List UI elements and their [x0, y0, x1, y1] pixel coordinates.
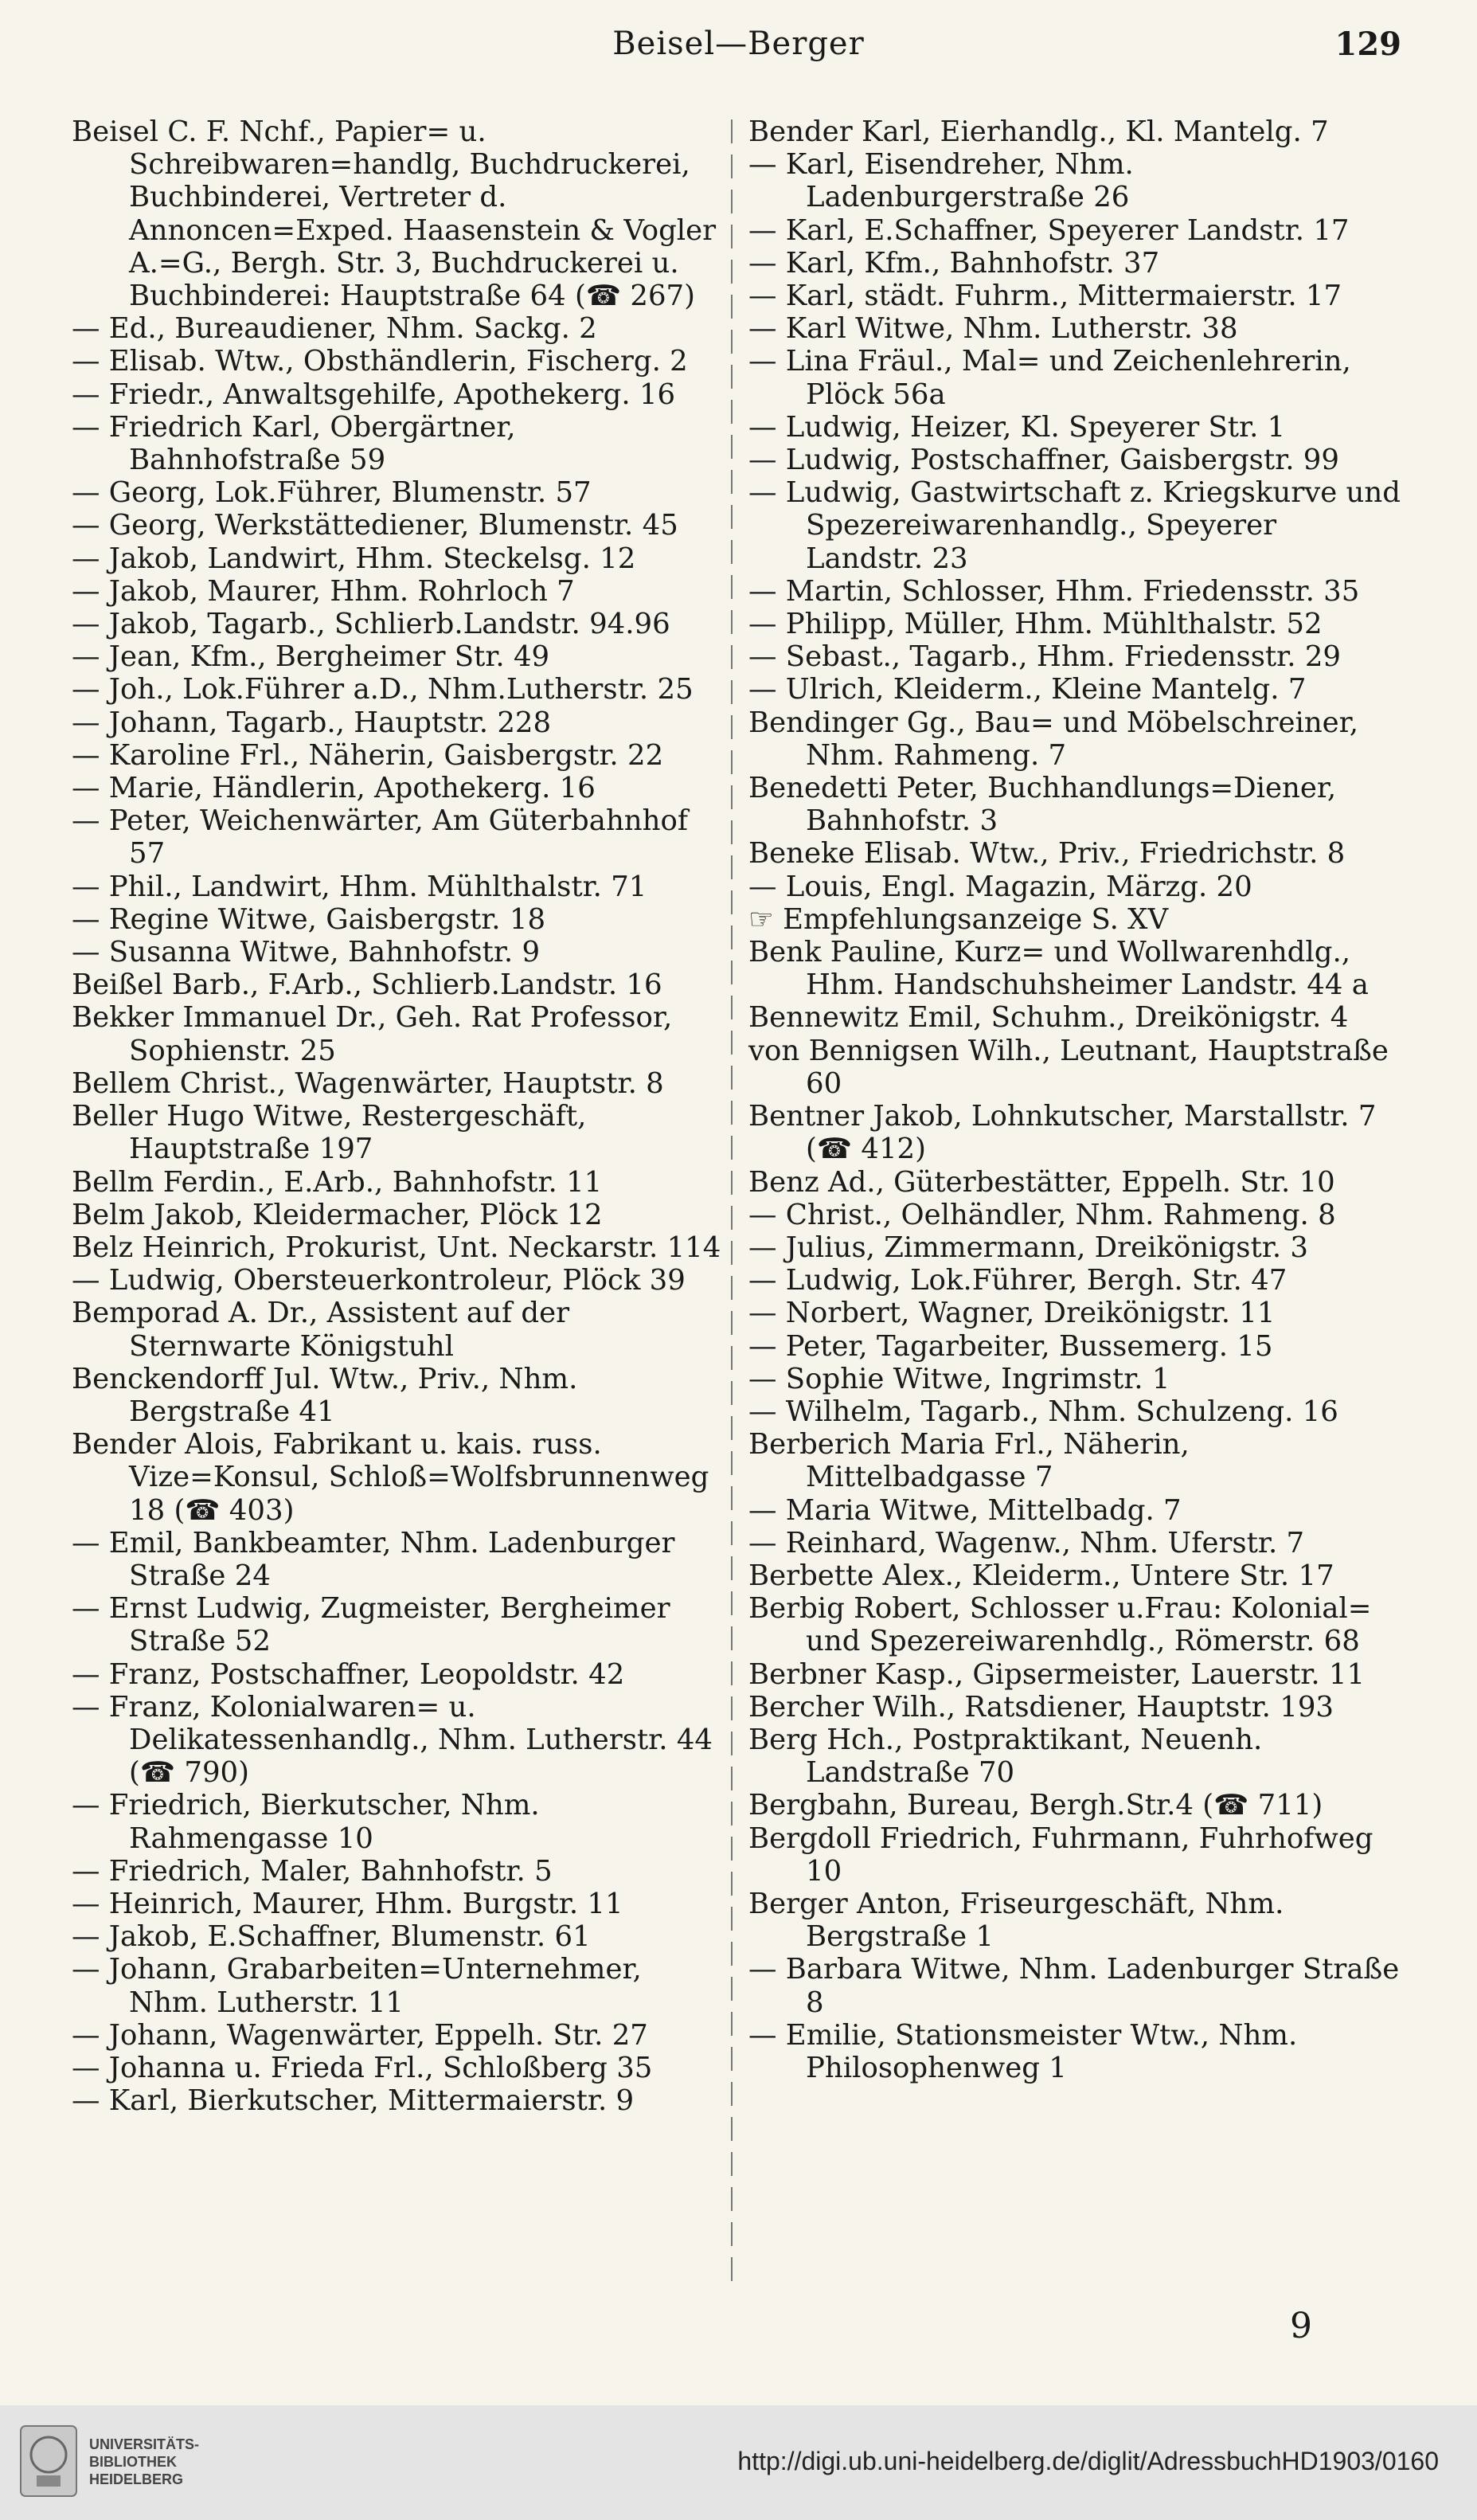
directory-entry: — Ed., Bureaudiener, Nhm. Sackg. 2: [72, 312, 597, 346]
directory-entry: Berbig Robert, Schlosser u.Frau: Kolonial= und Spezereiwarenhdlg., Römerstr. 68: [748, 1592, 1372, 1658]
directory-entry: — Lina Fräul., Mal= und Zeichenlehrerin, Plöck 56a: [748, 345, 1351, 411]
page-number: 129: [1334, 25, 1401, 63]
directory-entry: Beller Hugo Witwe, Restergeschäft, Hauptstraße 197: [72, 1100, 587, 1166]
directory-entry: Bergdoll Friedrich, Fuhrmann, Fuhrhofweg 10: [748, 1822, 1373, 1888]
directory-entry: Benedetti Peter, Buchhandlungs=Diener, Bahnhofstr. 3: [748, 772, 1337, 838]
directory-entry: — Jakob, E.Schaffner, Blumenstr. 61: [72, 1920, 591, 1954]
library-name: [89, 2436, 248, 2488]
directory-entry: — Karl, Eisendreher, Nhm. Ladenburgerstraße 26: [748, 148, 1134, 214]
directory-entry: — Friedrich, Bierkutscher, Nhm. Rahmengasse 10: [72, 1789, 540, 1855]
directory-entry: — Karl, Kfm., Bahnhofstr. 37: [748, 246, 1160, 280]
directory-entry: — Regine Witwe, Gaisbergstr. 18: [72, 902, 546, 936]
page-header: [0, 25, 1477, 73]
directory-entry: — Franz, Kolonialwaren= u. Delikatessenhandlg., Nhm. Lutherstr. 44 (☎ 790): [72, 1690, 713, 1790]
directory-entry: — Phil., Landwirt, Hhm. Mühlthalstr. 71: [72, 870, 647, 903]
directory-entry: — Philipp, Müller, Hhm. Mühlthalstr. 52: [748, 608, 1323, 641]
directory-entry: — Sophie Witwe, Ingrimstr. 1: [748, 1362, 1170, 1395]
directory-entry: Bergbahn, Bureau, Bergh.Str.4 (☎ 711): [748, 1789, 1323, 1822]
directory-entry: — Karl, E.Schaffner, Speyerer Landstr. 17: [748, 213, 1350, 247]
directory-entry: — Johann, Tagarb., Hauptstr. 228: [72, 706, 552, 739]
directory-entry: Benckendorff Jul. Wtw., Priv., Nhm. Bergstraße 41: [72, 1362, 578, 1428]
directory-entry: — Norbert, Wagner, Dreikönigstr. 11: [748, 1297, 1276, 1330]
directory-entry: Beisel C. F. Nchf., Papier= u. Schreibwaren=handlg, Buchdruckerei, Buchbinderei, Vertreter d. Annoncen=Exped. Haasenstein & Vogler A.=G., Bergh. Str. 3, Buchdruckerei u. Buchbinderei: Hauptstraße 64 (☎ 267): [72, 115, 717, 313]
directory-entry: Bellm Ferdin., E.Arb., Bahnhofstr. 11: [72, 1165, 603, 1199]
directory-entry: — Karl Witwe, Nhm. Lutherstr. 38: [748, 312, 1238, 346]
library-name-line: HEIDELBERG: [89, 2471, 184, 2487]
directory-entry: — Johann, Grabarbeiten=Unternehmer, Nhm. Lutherstr. 11: [72, 1953, 642, 2019]
source-url-link[interactable]: http://digi.ub.uni-heidelberg.de/diglit/AdressbuchHD1903/0160: [737, 2447, 1439, 2475]
directory-entry: — Friedrich, Maler, Bahnhofstr. 5: [72, 1854, 553, 1888]
directory-entry: Bellem Christ., Wagenwärter, Hauptstr. 8: [72, 1066, 664, 1100]
directory-entry: — Jakob, Landwirt, Hhm. Steckelsg. 12: [72, 542, 636, 575]
directory-entry: — Friedr., Anwaltsgehilfe, Apothekerg. 16: [72, 378, 676, 411]
column-divider: [731, 119, 733, 2286]
running-title: Beisel—Berger: [612, 25, 865, 62]
directory-entry: — Louis, Engl. Magazin, Märzg. 20: [748, 870, 1252, 903]
directory-entry: von Bennigsen Wilh., Leutnant, Hauptstraße 60: [748, 1034, 1389, 1100]
directory-entry: Beißel Barb., F.Arb., Schlierb.Landstr. 16: [72, 968, 662, 1002]
directory-entry: — Franz, Postschaffner, Leopoldstr. 42: [72, 1657, 625, 1691]
directory-entry: Bender Alois, Fabrikant u. kais. russ. Vize=Konsul, Schloß=Wolfsbrunnenweg 18 (☎ 403): [72, 1428, 709, 1527]
directory-entry: — Emilie, Stationsmeister Wtw., Nhm. Philosophenweg 1: [748, 2018, 1298, 2084]
directory-entry: — Georg, Werkstättediener, Blumenstr. 45: [72, 509, 678, 542]
directory-entry: Bercher Wilh., Ratsdiener, Hauptstr. 193: [748, 1690, 1334, 1724]
directory-entry: — Maria Witwe, Mittelbadg. 7: [748, 1493, 1182, 1527]
library-name-line: BIBLIOTHEK: [89, 2454, 177, 2470]
directory-entry: — Elisab. Wtw., Obsthändlerin, Fischerg. 2: [72, 345, 688, 378]
directory-entry: — Georg, Lok.Führer, Blumenstr. 57: [72, 476, 592, 510]
directory-entry: — Ludwig, Lok.Führer, Bergh. Str. 47: [748, 1264, 1287, 1297]
directory-entry: — Peter, Weichenwärter, Am Güterbahnhof 57: [72, 804, 689, 871]
directory-entry: — Ludwig, Heizer, Kl. Speyerer Str. 1: [748, 410, 1286, 444]
directory-entry: — Christ., Oelhändler, Nhm. Rahmeng. 8: [748, 1198, 1336, 1231]
directory-entry: Belm Jakob, Kleidermacher, Plöck 12: [72, 1198, 603, 1231]
directory-entry: — Julius, Zimmermann, Dreikönigstr. 3: [748, 1231, 1309, 1264]
directory-entry: Bentner Jakob, Lohnkutscher, Marstallstr. 7 (☎ 412): [748, 1100, 1377, 1166]
directory-entry: Bekker Immanuel Dr., Geh. Rat Professor, Sophienstr. 25: [72, 1001, 673, 1067]
directory-entry: — Heinrich, Maurer, Hhm. Burgstr. 11: [72, 1887, 623, 1920]
directory-entry: — Karl, städt. Fuhrm., Mittermaierstr. 17: [748, 280, 1342, 313]
directory-entry: — Ernst Ludwig, Zugmeister, Bergheimer Straße 52: [72, 1592, 670, 1658]
directory-entry: Berbner Kasp., Gipsermeister, Lauerstr. 11: [748, 1657, 1366, 1691]
left-column: [72, 115, 725, 2117]
directory-entry: Beneke Elisab. Wtw., Priv., Friedrichstr. 8: [748, 837, 1346, 871]
directory-entry: Benz Ad., Güterbestätter, Eppelh. Str. 10: [748, 1165, 1335, 1199]
directory-entry: Berg Hch., Postpraktikant, Neuenh. Landstraße 70: [748, 1723, 1263, 1790]
directory-entry: — Peter, Tagarbeiter, Bussemerg. 15: [748, 1329, 1273, 1363]
directory-entry: — Ludwig, Obersteuerkontroleur, Plöck 39: [72, 1264, 686, 1297]
directory-entry: — Wilhelm, Tagarb., Nhm. Schulzeng. 16: [748, 1395, 1338, 1428]
directory-entry: — Karl, Bierkutscher, Mittermaierstr. 9: [72, 2084, 635, 2118]
directory-entry: Bennewitz Emil, Schuhm., Dreikönigstr. 4: [748, 1001, 1349, 1035]
directory-entry: — Barbara Witwe, Nhm. Ladenburger Straße 8: [748, 1953, 1400, 2019]
university-seal-icon: [18, 2423, 80, 2499]
directory-entry: — Jean, Kfm., Bergheimer Str. 49: [72, 640, 550, 674]
directory-entry: — Martin, Schlosser, Hhm. Friedensstr. 35: [748, 574, 1360, 608]
footer-bar: [0, 2405, 1477, 2520]
directory-entry: — Susanna Witwe, Bahnhofstr. 9: [72, 936, 541, 969]
directory-entry: — Emil, Bankbeamter, Nhm. Ladenburger Straße 24: [72, 1526, 675, 1592]
right-column: [748, 115, 1401, 2084]
directory-entry: — Joh., Lok.Führer a.D., Nhm.Lutherstr. 25: [72, 673, 694, 706]
directory-entry: Belz Heinrich, Prokurist, Unt. Neckarstr. 114: [72, 1231, 721, 1264]
directory-entry: Berberich Maria Frl., Näherin, Mittelbadgasse 7: [748, 1428, 1190, 1494]
directory-entry: Berbette Alex., Kleiderm., Untere Str. 17: [748, 1559, 1334, 1592]
directory-entry: — Johanna u. Frieda Frl., Schloßberg 35: [72, 2051, 653, 2084]
directory-entry: ☞ Empfehlungsanzeige S. XV: [748, 902, 1169, 936]
library-name-line: UNIVERSITÄTS-: [89, 2436, 200, 2452]
directory-entry: Berger Anton, Friseurgeschäft, Nhm. Bergstraße 1: [748, 1887, 1284, 1954]
directory-entry: — Jakob, Maurer, Hhm. Rohrloch 7: [72, 574, 575, 608]
directory-entry: — Johann, Wagenwärter, Eppelh. Str. 27: [72, 2018, 648, 2052]
directory-entry: — Sebast., Tagarb., Hhm. Friedensstr. 29: [748, 640, 1341, 674]
directory-entry: — Ludwig, Postschaffner, Gaisbergstr. 99: [748, 444, 1339, 477]
directory-entry: — Karoline Frl., Näherin, Gaisbergstr. 22: [72, 738, 664, 772]
directory-entry: — Jakob, Tagarb., Schlierb.Landstr. 94.96: [72, 608, 670, 641]
directory-entry: — Reinhard, Wagenw., Nhm. Uferstr. 7: [748, 1526, 1305, 1559]
directory-entry: — Marie, Händlerin, Apothekerg. 16: [72, 772, 596, 805]
directory-entry: Bender Karl, Eierhandlg., Kl. Mantelg. 7: [748, 115, 1329, 148]
signature-mark: 9: [1290, 2306, 1312, 2346]
directory-entry: Bendinger Gg., Bau= und Möbelschreiner, Nhm. Rahmeng. 7: [748, 706, 1359, 772]
directory-entry: — Ulrich, Kleiderm., Kleine Mantelg. 7: [748, 673, 1307, 706]
directory-entry: Benk Pauline, Kurz= und Wollwarenhdlg., Hhm. Handschuhsheimer Landstr. 44 a: [748, 936, 1369, 1002]
directory-entry: — Ludwig, Gastwirtschaft z. Kriegskurve und Spezereiwarenhandlg., Speyerer Landstr. 23: [748, 476, 1401, 575]
directory-entry: — Friedrich Karl, Obergärtner, Bahnhofstraße 59: [72, 410, 516, 477]
directory-entry: Bemporad A. Dr., Assistent auf der Sternwarte Königstuhl: [72, 1297, 570, 1363]
